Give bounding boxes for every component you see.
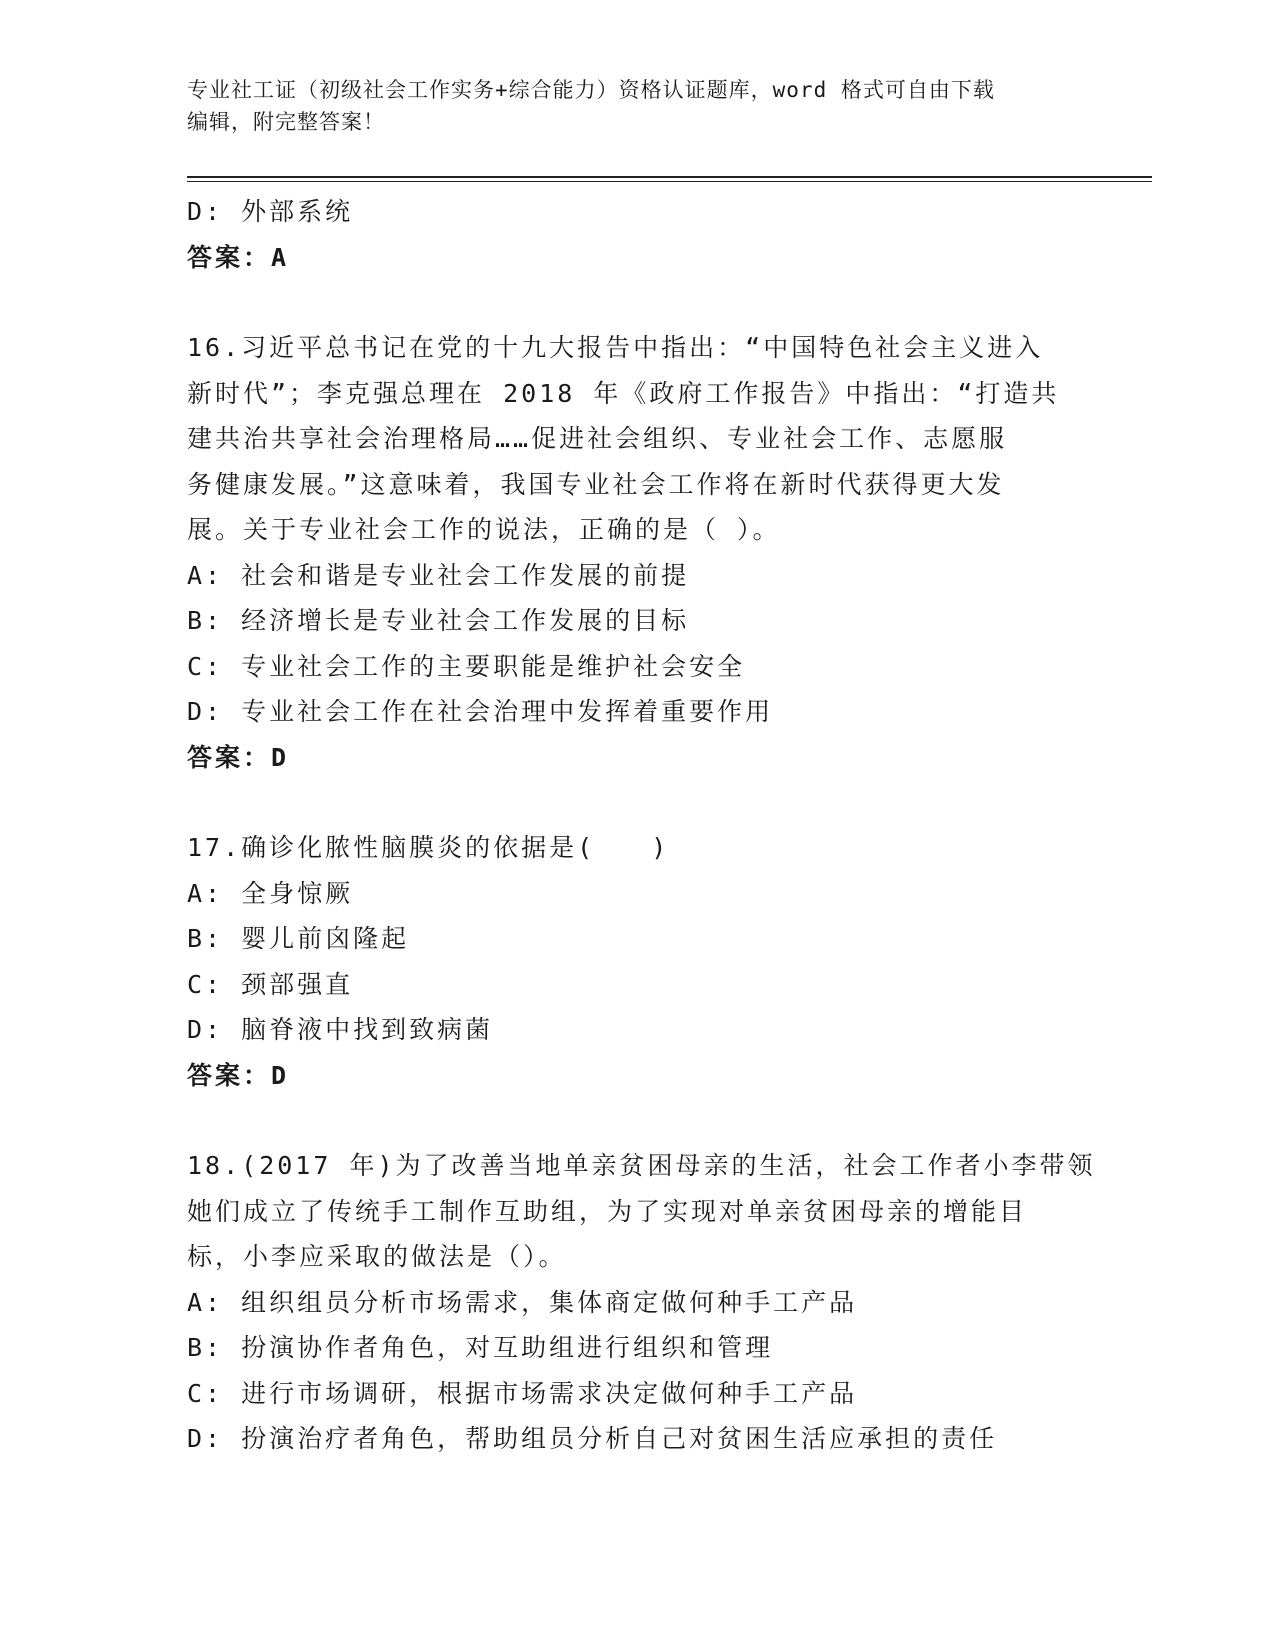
- question-text-line: 标，小李应采取的做法是（）。: [187, 1242, 567, 1271]
- spacer: [187, 280, 1087, 325]
- answer: 答案：D: [187, 742, 290, 772]
- option-d: D: 专业社会工作在社会治理中发挥着重要作用: [187, 697, 774, 726]
- option-a: A: 组织组员分析市场需求，集体商定做何种手工产品: [187, 1287, 858, 1317]
- question-text-line: 16.习近平总书记在党的十九大报告中指出：“中国特色社会主义进入: [187, 333, 1044, 362]
- option-d: D: 脑脊液中找到致病菌: [187, 1015, 494, 1044]
- document-header: [187, 74, 1087, 138]
- option-d: D: 外部系统: [187, 197, 354, 226]
- question-16: [187, 325, 1087, 780]
- question-text-line: 务健康发展。”这意味着，我国专业社会工作将在新时代获得更大发: [187, 469, 1005, 499]
- option-b: B: 婴儿前囟隆起: [187, 924, 410, 953]
- option-d: D: 扮演治疗者角色，帮助组员分析自己对贫困生活应承担的责任: [187, 1424, 998, 1453]
- option-c: C: 专业社会工作的主要职能是维护社会安全: [187, 651, 746, 681]
- header-divider-thin: [187, 181, 1152, 182]
- previous-question-tail: [187, 189, 1087, 280]
- answer: 答案：A: [187, 242, 290, 272]
- option-b: B: 经济增长是专业社会工作发展的目标: [187, 606, 690, 635]
- question-17: [187, 825, 1087, 1098]
- option-c: C: 颈部强直: [187, 969, 354, 999]
- question-text-line: 她们成立了传统手工制作互助组，为了实现对单亲贫困母亲的增能目: [187, 1196, 1028, 1226]
- option-b: B: 扮演协作者角色，对互助组进行组织和管理: [187, 1333, 774, 1362]
- question-text-line: 17.确诊化脓性脑膜炎的依据是( ): [187, 833, 670, 862]
- question-text-line: 18.(2017 年)为了改善当地单亲贫困母亲的生活，社会工作者小李带领: [187, 1151, 1096, 1180]
- question-list: [187, 189, 1096, 1462]
- header-line-2: 编辑，附完整答案！: [187, 110, 385, 134]
- header-line-1: 专业社工证（初级社会工作实务+综合能力）资格认证题库，word 格式可自由下载: [187, 78, 995, 102]
- question-18: [187, 1143, 1096, 1462]
- header-divider: [187, 176, 1152, 178]
- question-text-line: 新时代”；李克强总理在 2018 年《政府工作报告》中指出：“打造共: [187, 378, 1060, 408]
- option-a: A: 社会和谐是专业社会工作发展的前提: [187, 560, 690, 590]
- answer: 答案：D: [187, 1060, 290, 1090]
- option-c: C: 进行市场调研，根据市场需求决定做何种手工产品: [187, 1378, 858, 1408]
- spacer: [187, 780, 1087, 825]
- spacer: [187, 1098, 1087, 1143]
- question-text-line: 展。关于专业社会工作的说法，正确的是（ ）。: [187, 515, 781, 544]
- option-a: A: 全身惊厥: [187, 878, 354, 908]
- question-text-line: 建共治共享社会治理格局……促进社会组织、专业社会工作、志愿服: [187, 424, 1008, 453]
